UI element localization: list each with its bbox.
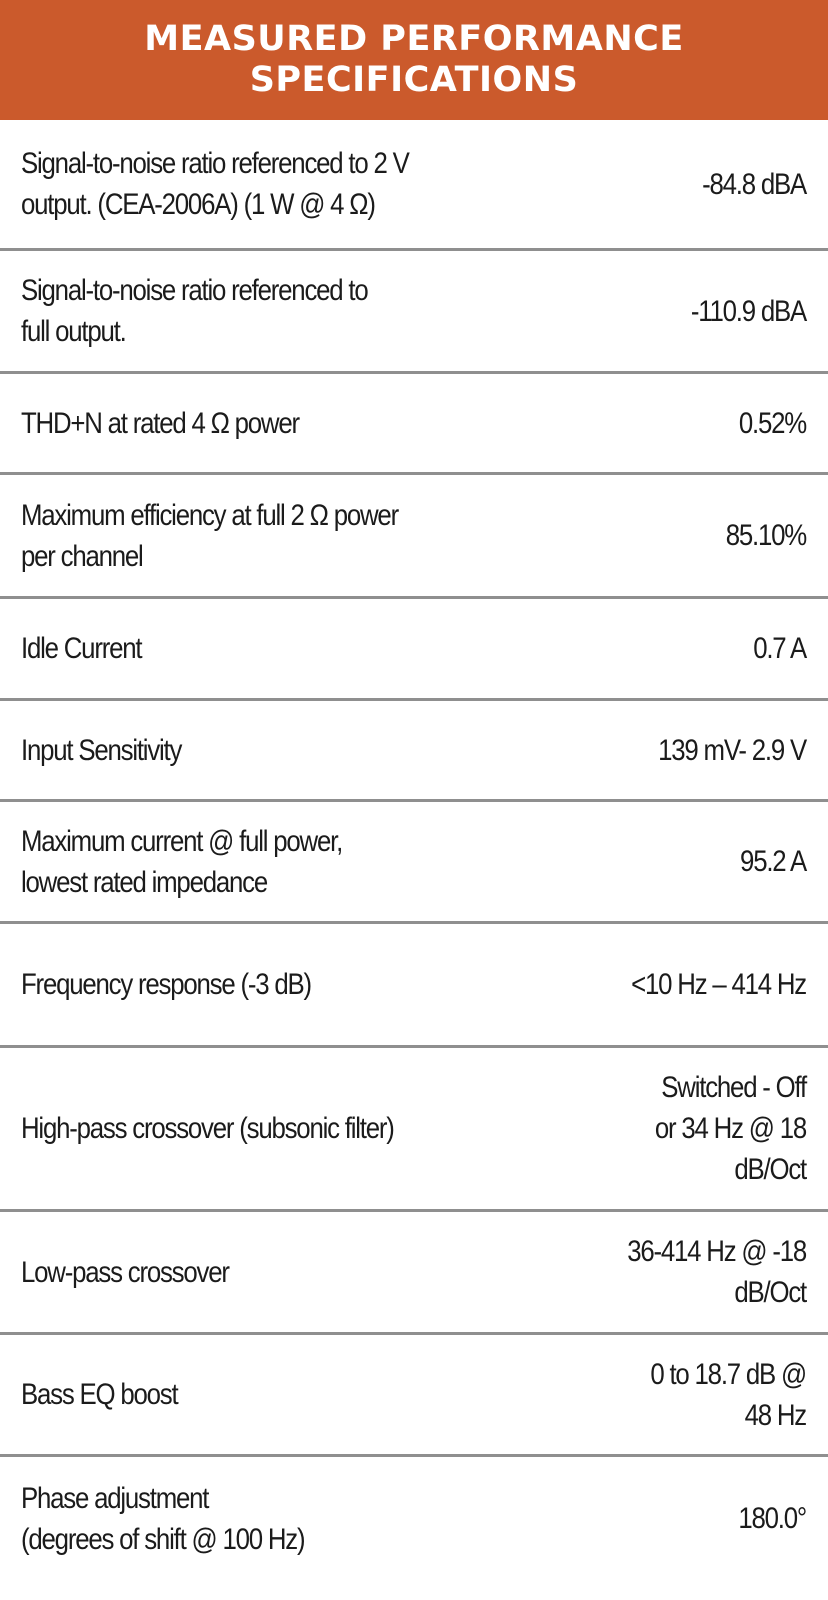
- spec-value: 95.2 A: [740, 845, 806, 878]
- spec-row-snr-2v: [0, 120, 828, 251]
- spec-row-bass-eq: [0, 1335, 828, 1457]
- spec-row-thd: [0, 374, 828, 475]
- spec-row-max-current: [0, 802, 828, 924]
- spec-value: 0 to 18.7 dB @ 48 Hz: [650, 1357, 806, 1432]
- spec-label: Signal-to-noise ratio referenced to full output.: [21, 274, 368, 348]
- spec-value: 36-414 Hz @ -18 dB/Oct: [627, 1235, 806, 1309]
- spec-label: Frequency response (-3 dB): [21, 968, 311, 1001]
- spec-row-low-pass: [0, 1212, 828, 1335]
- spec-label: Signal-to-noise ratio referenced to 2 V output. (CEA-2006A) (1 W @ 4 Ω): [21, 147, 409, 221]
- page-title: MEASURED PERFORMANCE SPECIFICATIONS: [144, 19, 684, 100]
- spec-row-snr-full: [0, 251, 828, 374]
- spec-row-frequency-response: [0, 924, 828, 1048]
- spec-label: Maximum current @ full power, lowest rated impedance: [21, 824, 343, 899]
- spec-label: Bass EQ boost: [21, 1378, 178, 1411]
- spec-label: High-pass crossover (subsonic filter): [21, 1112, 394, 1145]
- spec-label: Phase adjustment (degrees of shift @ 100 Hz): [21, 1481, 305, 1556]
- spec-value: 0.52%: [738, 406, 806, 440]
- spec-value: -110.9 dBA: [690, 294, 806, 328]
- spec-label: Low-pass crossover: [21, 1255, 229, 1289]
- spec-label: Maximum efficiency at full 2 Ω power per channel: [21, 498, 398, 573]
- spec-row-efficiency: [0, 475, 828, 599]
- spec-value: 85.10%: [725, 519, 806, 552]
- spec-value: -84.8 dBA: [702, 167, 806, 201]
- spec-label: Idle Current: [21, 632, 142, 665]
- spec-table: [0, 120, 828, 1580]
- spec-value: 139 mV- 2.9 V: [658, 733, 806, 767]
- spec-row-high-pass: [0, 1048, 828, 1212]
- spec-value: <10 Hz – 414 Hz: [631, 968, 806, 1001]
- spec-value: 180.0°: [738, 1502, 806, 1535]
- spec-row-phase: [0, 1457, 828, 1580]
- spec-value: Switched - Off or 34 Hz @ 18 dB/Oct: [654, 1071, 806, 1186]
- spec-label: Input Sensitivity: [21, 733, 182, 767]
- spec-row-idle-current: [0, 599, 828, 701]
- spec-row-input-sensitivity: [0, 701, 828, 802]
- spec-value: 0.7 A: [753, 632, 806, 665]
- spec-label: THD+N at rated 4 Ω power: [21, 406, 299, 440]
- spec-header: [0, 0, 828, 120]
